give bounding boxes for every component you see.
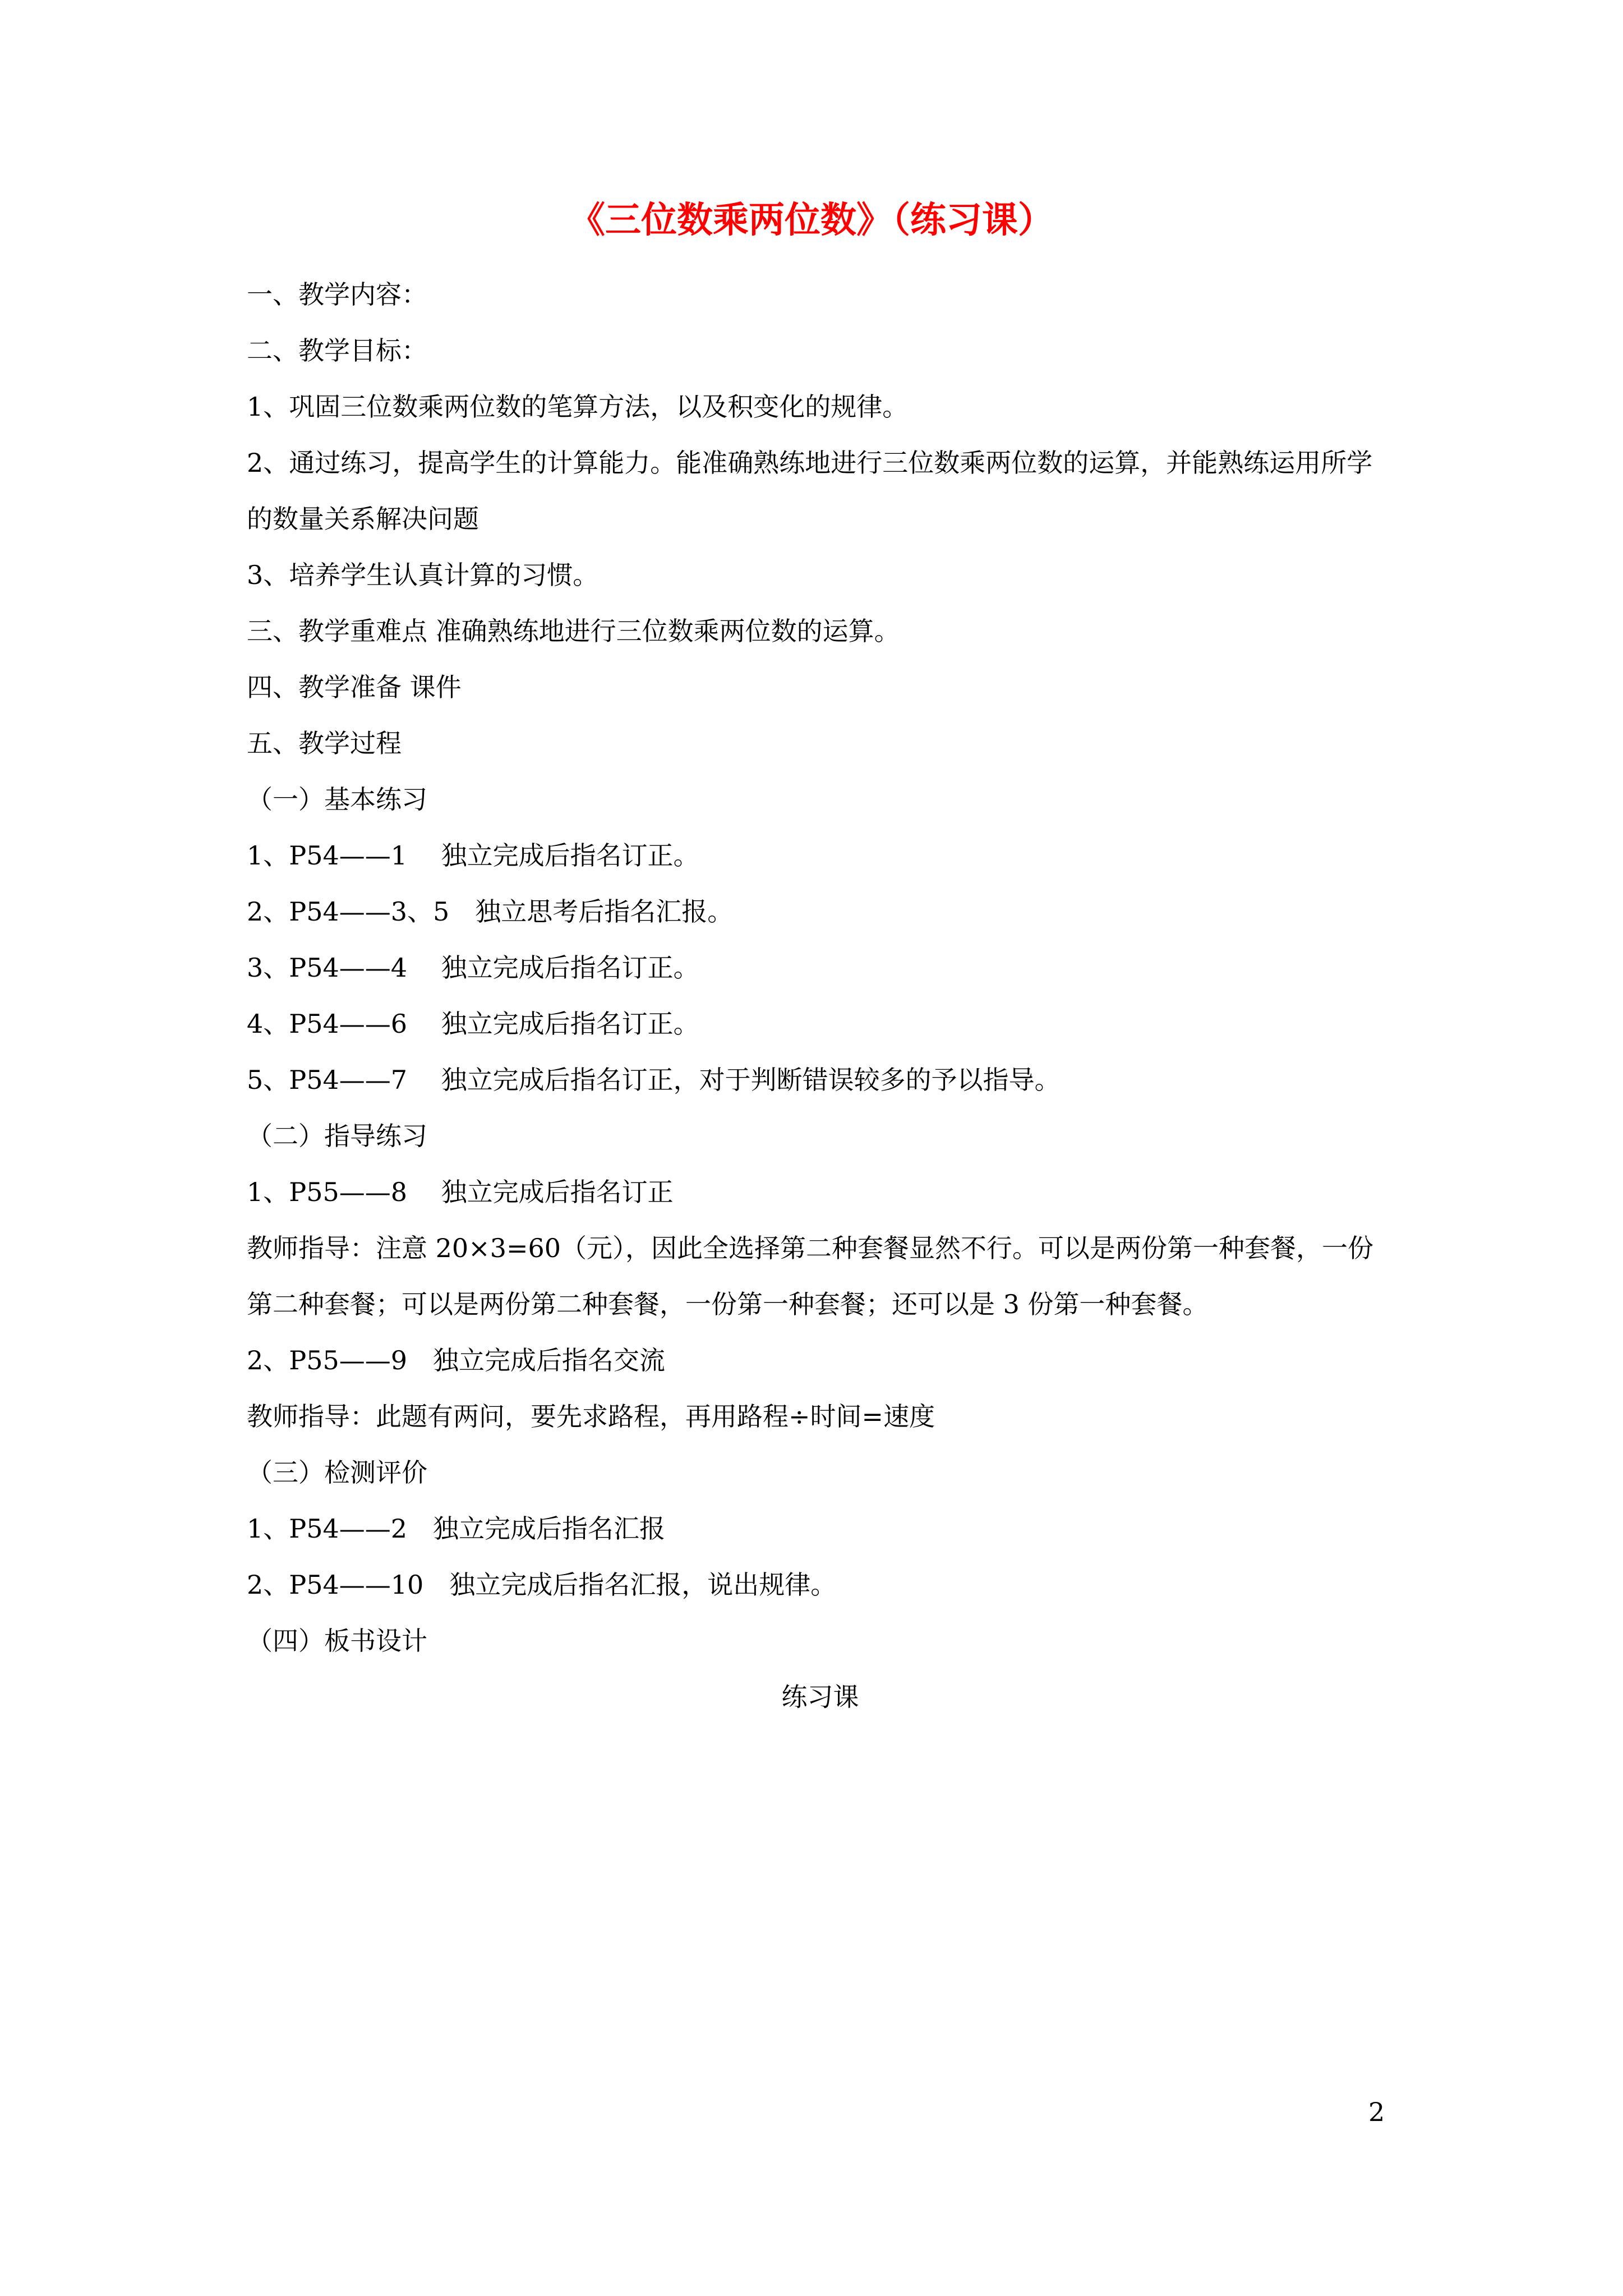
subsection-heading: （四）板书设计	[247, 1626, 427, 1656]
exercise-item: 5、P54——7 独立完成后指名订正，对于判断错误较多的予以指导。	[247, 1065, 1061, 1095]
exercise-item: 1、P54——1 独立完成后指名订正。	[247, 840, 699, 871]
exercise-item: 2、P54——10 独立完成后指名汇报，说出规律。	[247, 1570, 837, 1600]
goal-item: 1、巩固三位数乘两位数的笔算方法，以及积变化的规律。	[247, 392, 909, 422]
section-heading-content: 一、教学内容：	[247, 279, 427, 310]
exercise-item: 1、P54——2 独立完成后指名汇报	[247, 1513, 666, 1544]
section-heading-goals: 二、教学目标：	[247, 335, 427, 366]
exercise-item: 2、P54——3、5 独立思考后指名汇报。	[247, 896, 734, 927]
teacher-guidance: 教师指导：此题有两问，要先求路程，再用路程÷时间=速度	[247, 1401, 935, 1432]
section-heading-preparation: 四、教学准备 课件	[247, 672, 462, 702]
exercise-item: 1、P55——8 独立完成后指名订正	[247, 1177, 674, 1207]
exercise-item: 3、P54——4 独立完成后指名订正。	[247, 953, 699, 983]
goal-item: 3、培养学生认真计算的习惯。	[247, 560, 599, 590]
document-title: 《三位数乘两位数》（练习课）	[569, 199, 1054, 241]
exercise-item: 2、P55——9 独立完成后指名交流	[247, 1345, 666, 1375]
board-design-title: 练习课	[781, 1682, 859, 1712]
goal-item: 2、通过练习，提高学生的计算能力。能准确熟练地进行三位数乘两位数的运算，并能熟练运用所学的数量关系解决问题	[247, 448, 1373, 534]
section-heading-process: 五、教学过程	[247, 728, 402, 758]
page-number: 2	[1368, 2097, 1385, 2127]
exercise-item: 4、P54——6 独立完成后指名订正。	[247, 1009, 699, 1039]
subsection-heading: （三）检测评价	[247, 1457, 427, 1488]
document-body	[247, 266, 1394, 1725]
teacher-guidance: 教师指导：注意 20×3=60（元），因此全选择第二种套餐显然不行。可以是两份第一种套餐，一份第二种套餐；可以是两份第二种套餐，一份第一种套餐；还可以是 3 份第一种套餐。	[247, 1233, 1374, 1319]
section-heading-key-points: 三、教学重难点 准确熟练地进行三位数乘两位数的运算。	[247, 616, 900, 646]
subsection-heading: （二）指导练习	[247, 1121, 427, 1151]
subsection-heading: （一）基本练习	[247, 784, 427, 815]
